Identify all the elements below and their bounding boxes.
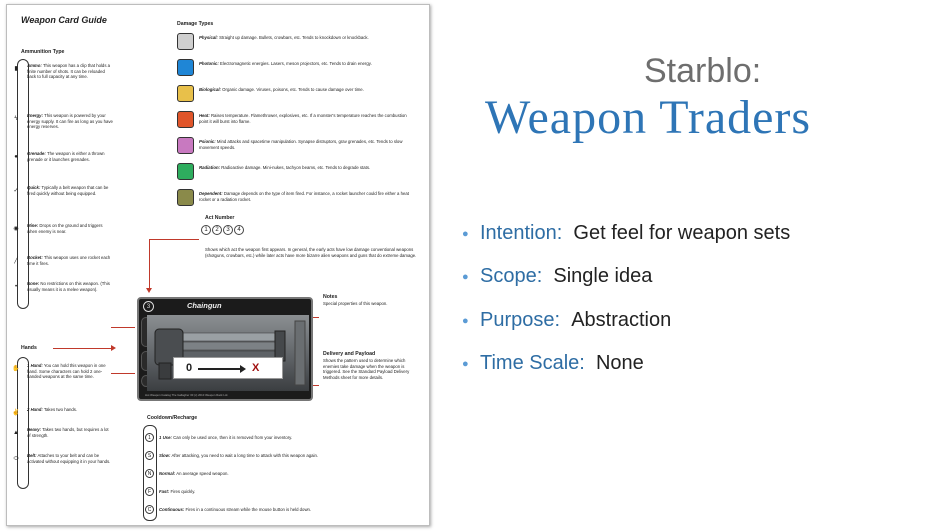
damage-swatch-dependent: [177, 189, 194, 206]
damage-text: Raises temperature. Flamethrower, explosives, etc. If a monster's temperature reaches the combustion point it will burst into flame.: [199, 113, 407, 124]
slide-subtitle: Starblo:: [644, 52, 762, 90]
damage-swatch-radiation: [177, 163, 194, 180]
damage-name: Physical:: [199, 35, 218, 40]
bullet-label: Time Scale:: [480, 352, 585, 374]
bullet-label: Purpose:: [480, 309, 561, 331]
weapon-card-guide-document: [6, 4, 430, 526]
bullet-icon: ▮: [14, 66, 18, 72]
hands-heading: Hands: [21, 345, 37, 351]
damage-name: Psionic:: [199, 139, 216, 144]
damage-name: Photonic:: [199, 61, 219, 66]
cooldown-name: 1 Use:: [159, 435, 172, 440]
hands-arrow: [111, 345, 116, 351]
delivery-heading: Delivery and Payload: [323, 351, 376, 357]
act-heading: Act Number: [205, 215, 235, 221]
act-number-circle: 3: [223, 225, 233, 235]
ammo-text: The weapon is either a thrown grenade or it launches grenades.: [27, 151, 105, 162]
ammo-text: Drops on the ground and triggers when enemy is near.: [27, 223, 103, 234]
card-footer: Hot Weapon Catalog The Gallagher 30 (c) 2010 Weapon Rack Ltd.: [145, 393, 229, 398]
cooldown-list: [145, 429, 425, 519]
hands-card-pointer: [111, 373, 135, 374]
ammo-text: No restrictions on this weapon. (This usually means it is a melee weapon).: [27, 281, 110, 292]
ammo-text: This weapon has a clip that holds a finite number of shots. It can be reloaded back to full capacity at any time.: [27, 63, 111, 80]
hands-entry: [27, 427, 113, 438]
bullet-time-scale: [462, 352, 644, 375]
payload-target: X: [252, 362, 260, 374]
weapon-card: [137, 297, 313, 401]
ammo-entry: [27, 223, 113, 234]
ammo-entry: [27, 185, 113, 196]
ammo-entry: [27, 63, 113, 80]
bullet-dot-icon: ●: [462, 270, 469, 283]
payload-diagram: [173, 357, 283, 379]
cooldown-text: An average speed weapon.: [176, 471, 229, 476]
grenade-icon: ●: [14, 154, 18, 160]
ammo-heading: Ammunition Type: [21, 49, 65, 55]
bullet-dot-icon: ●: [462, 227, 469, 240]
act-pointer-line: [149, 239, 199, 240]
ammo-entry: [27, 255, 113, 266]
damage-swatch-psionic: [177, 137, 194, 154]
quick-icon: ✓: [13, 188, 19, 194]
damage-heading: Damage Types: [177, 21, 214, 27]
damage-text: Damage depends on the type of item fired. For instance, a rocket launcher could fire either a heat rocket or a radiation rocket.: [199, 191, 409, 202]
mine-icon: ◉: [13, 226, 19, 232]
damage-entry: [199, 165, 409, 171]
damage-name: Biological:: [199, 87, 221, 92]
act-number-circle: 1: [201, 225, 211, 235]
bullet-value: Single idea: [553, 265, 653, 287]
damage-entry: [199, 87, 409, 93]
hands-text: Attaches to your belt and can be activated without equipping it in your hands.: [27, 453, 111, 464]
damage-text: Mind attacks and spacetime manipulation. Synapse distruptors, grav grenades, etc. Tends to slow movement speeds.: [199, 139, 403, 150]
cooldown-text: Fires in a continuous stream while the mouse button is held down.: [185, 507, 312, 512]
ammo-name: Energy:: [27, 113, 43, 118]
payload-origin: 0: [186, 362, 193, 374]
slide-title: Weapon Traders: [485, 91, 812, 144]
act-number-circle: 4: [234, 225, 244, 235]
cooldown-entry: [159, 489, 419, 495]
rocket-icon: ╱: [14, 258, 18, 264]
ammo-name: Rocket:: [27, 255, 43, 260]
cooldown-text: Fires quickly.: [170, 489, 196, 494]
chaingun-illustration: [147, 315, 309, 391]
ammo-text: Typically a belt weapon that can be fired quickly without being equipped.: [27, 185, 109, 196]
bullet-dot-icon: ●: [462, 357, 469, 370]
hands-entry: [27, 407, 113, 413]
hands-name: 2 Hand:: [27, 407, 43, 412]
cooldown-text: After attacking, you need to wait a long time to attack with this weapon again.: [171, 453, 319, 458]
belt-icon: ⬭: [13, 456, 19, 462]
ammo-entry: [27, 151, 113, 162]
none-icon: •: [14, 284, 18, 290]
damage-text: Straight up damage. Bullets, crowbars, etc. Tends to knockdown or knockback.: [219, 35, 369, 40]
damage-entry: [199, 113, 409, 124]
act-pointer-drop: [149, 239, 150, 289]
cooldown-1-use-icon: 1: [145, 433, 154, 442]
hands-text: Takes two hands, but requires a lot of strength.: [27, 427, 109, 438]
ammo-entry: [27, 113, 113, 130]
cooldown-entry: [159, 507, 419, 513]
ammo-entry: [27, 281, 113, 292]
damage-text: Organic damage. Viruses, poisons, etc. Tends to cause damage over time.: [222, 87, 364, 92]
bullet-scope: [462, 265, 652, 288]
cooldown-continuous-icon: C: [145, 505, 154, 514]
cooldown-slow-icon: S: [145, 451, 154, 460]
bullet-value: Abstraction: [571, 309, 672, 331]
cooldown-name: Slow:: [159, 453, 171, 458]
damage-entry: [199, 139, 409, 150]
one-hand-icon: ✋: [12, 366, 20, 372]
cooldown-fast-icon: F: [145, 487, 154, 496]
act-text: Shows which act the weapon first appears. In general, the early acts have low damage conventional weapons (shotguns, crowbars, etc.) while later acts have more bizarre alien weapons and guns that do extreme damage.: [205, 247, 417, 258]
card-act-number: 3: [143, 301, 154, 312]
damage-list: [177, 33, 417, 203]
damage-swatch-physical: [177, 33, 194, 50]
hands-text: You can hold this weapon in one hand. Some characters can hold 2 one-handed weapons at the same time.: [27, 363, 106, 380]
cooldown-entry: [159, 453, 419, 459]
cooldown-text: Can only be used once, then it is removed from your inventory.: [173, 435, 293, 440]
cooldown-entry: [159, 471, 419, 477]
ammo-name: Grenade:: [27, 151, 46, 156]
act-number-circles: [201, 225, 245, 235]
card-weapon-name: Chaingun: [187, 301, 222, 310]
bullet-dot-icon: ●: [462, 314, 469, 327]
damage-swatch-heat: [177, 111, 194, 128]
bullet-purpose: [462, 309, 671, 332]
bullet-value: Get feel for weapon sets: [573, 222, 791, 244]
cooldown-name: Fast:: [159, 489, 170, 494]
act-arrow: [146, 288, 152, 293]
notes-heading: Notes: [323, 294, 338, 300]
hands-entry: [27, 363, 113, 380]
damage-name: Radiation:: [199, 165, 221, 170]
cooldown-name: Normal:: [159, 471, 176, 476]
damage-name: Dependent:: [199, 191, 223, 196]
chaingun-art: [147, 315, 309, 391]
lightning-icon: ϟ: [14, 116, 18, 122]
damage-entry: [199, 191, 409, 202]
damage-text: Radioactive damage. Mini-nukes, tachyon beams, etc. Tends to degrade stats.: [221, 165, 371, 170]
heavy-icon: ▲: [13, 430, 19, 436]
damage-entry: [199, 61, 409, 67]
ammo-slot-bar: [17, 59, 29, 309]
guide-title: Weapon Card Guide: [21, 15, 107, 25]
hands-pointer-line: [53, 348, 113, 349]
hands-entry: [27, 453, 113, 464]
bullet-value: None: [595, 352, 644, 374]
delivery-text: Shows the pattern used to determine which enemies take damage when the weapon is triggered. See the Standard Payload Delivery Methods sheet for more details.: [323, 358, 410, 380]
two-hand-icon: ✌: [12, 410, 20, 416]
payload-arrow: [240, 365, 246, 373]
ammo-text: This weapon is powered by your energy supply. It can fire as long as you have energy reserves.: [27, 113, 113, 130]
notes-text: Special properties of this weapon.: [323, 301, 388, 306]
cooldown-name: Continuous:: [159, 507, 185, 512]
damage-entry: [199, 35, 409, 41]
cooldown-normal-icon: N: [145, 469, 154, 478]
damage-text: Electromagnetic energies. Lasers, meson projectors, etc. Tends to drain energy.: [220, 61, 372, 66]
cooldown-heading: Cooldown/Recharge: [147, 415, 198, 421]
hands-name: Belt:: [27, 453, 37, 458]
hands-name: 1 Hand:: [27, 363, 43, 368]
ammo-name: Quick:: [27, 185, 41, 190]
hands-name: Heavy:: [27, 427, 42, 432]
damage-swatch-photonic: [177, 59, 194, 76]
payload-line: [198, 368, 242, 370]
hands-text: Takes two hands.: [43, 407, 78, 412]
ammo-name: None:: [27, 281, 40, 286]
ammo-pointer-line: [111, 327, 135, 328]
damage-swatch-biological: [177, 85, 194, 102]
bullet-label: Scope:: [480, 265, 543, 287]
bullet-intention: [462, 222, 790, 245]
bullet-label: Intention:: [480, 222, 563, 244]
ammo-name: Ammo:: [27, 63, 42, 68]
act-number-circle: 2: [212, 225, 222, 235]
damage-name: Heat:: [199, 113, 210, 118]
cooldown-entry: [159, 435, 419, 441]
ammo-text: This weapon uses one rocket each time it fires.: [27, 255, 111, 266]
ammo-name: Mine:: [27, 223, 39, 228]
